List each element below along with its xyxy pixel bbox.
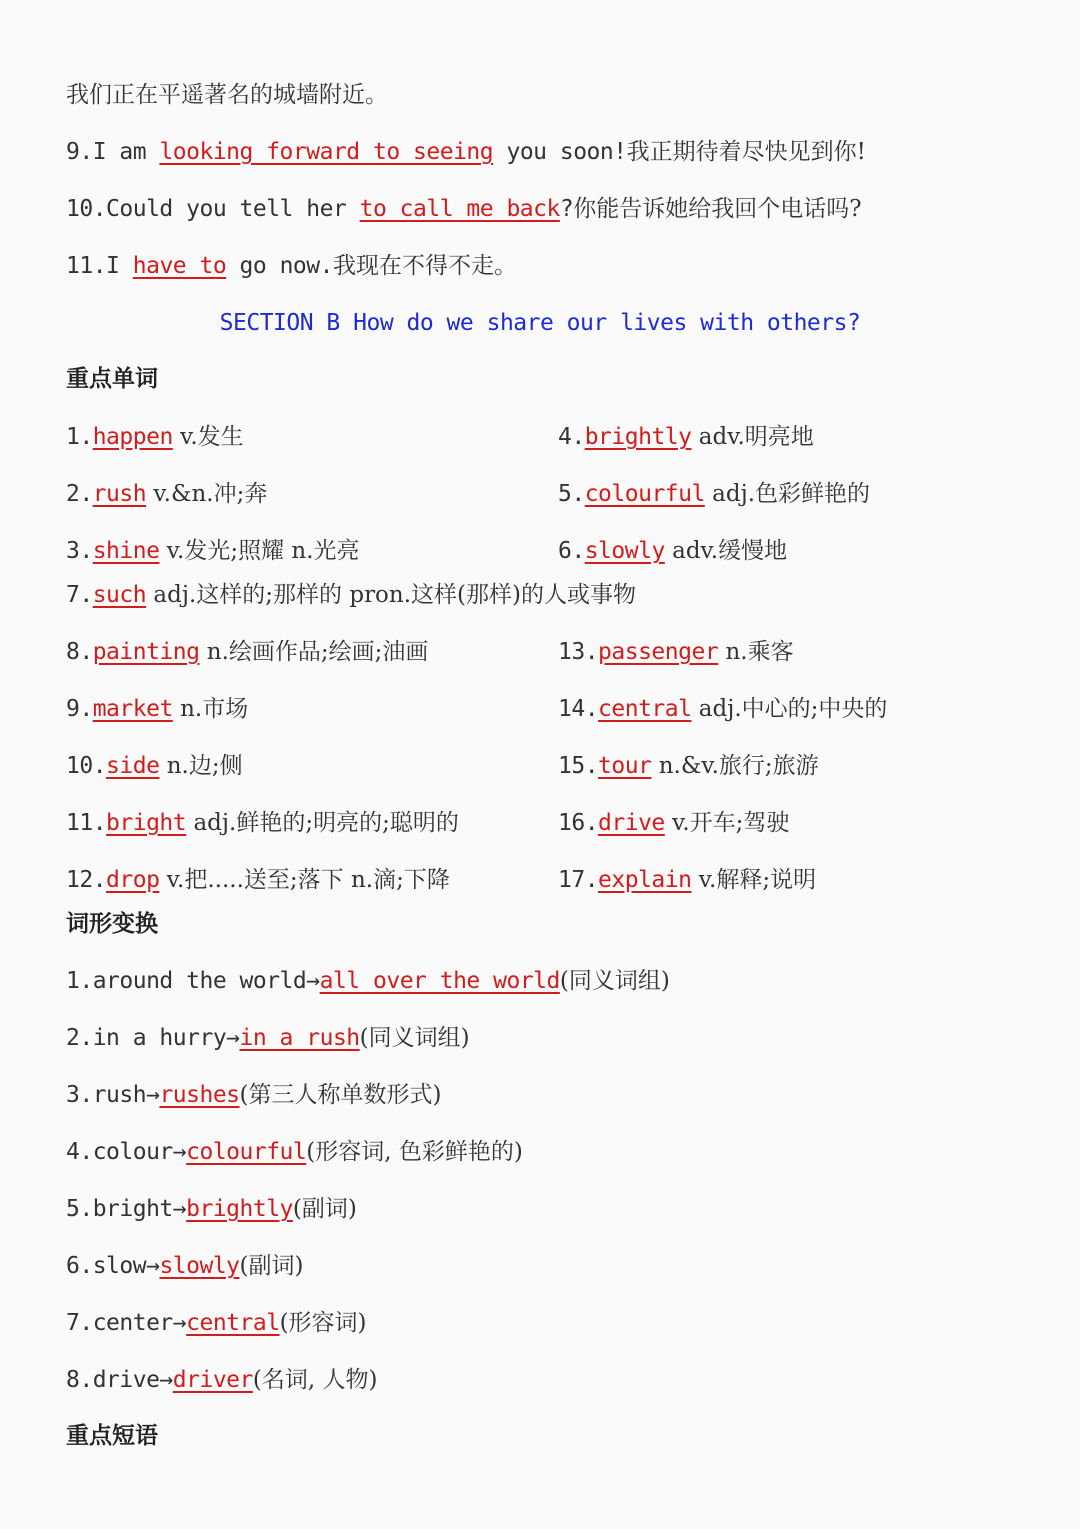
answer-word: side (106, 753, 160, 779)
text-fragment: n.绘画作品;绘画;油画 (199, 639, 429, 665)
answer-word: driver (172, 1367, 253, 1393)
text-fragment: 7. (66, 582, 93, 608)
answer-word: slowly (584, 538, 665, 564)
text-fragment: 4. (558, 424, 585, 450)
vocab-item (558, 534, 787, 568)
text-fragment: ? (559, 196, 574, 222)
text-fragment: 15. (558, 753, 599, 779)
text-fragment: 11. (66, 810, 107, 836)
text-fragment: 16. (558, 810, 599, 836)
text-fragment: 13. (558, 639, 599, 665)
text-fragment: adj.鲜艳的;明亮的;聪明的 (186, 810, 459, 836)
form-item (66, 964, 670, 998)
text-fragment: v.解释;说明 (691, 867, 817, 893)
text-fragment: 6. (558, 538, 585, 564)
vocab-item (558, 477, 870, 511)
answer-word: such (92, 582, 147, 608)
text-fragment: 14. (558, 696, 599, 722)
text-fragment: n.乘客 (718, 639, 794, 665)
form-item (66, 1078, 441, 1112)
form-item (66, 1021, 470, 1055)
text-fragment: 3. (66, 538, 93, 564)
answer-word: tour (598, 753, 652, 779)
answer-word: all over the world (319, 968, 560, 994)
answer-word: colourful (584, 481, 705, 507)
text-fragment: (同义词组) (359, 1025, 470, 1051)
answer-word: explain (598, 867, 692, 893)
answer: have to (132, 253, 227, 279)
vocab-item (66, 863, 450, 897)
heading-key-phrases: 重点短语 (66, 1423, 158, 1449)
answer-word: rushes (159, 1082, 240, 1108)
text-fragment: 8.drive→ (66, 1367, 173, 1393)
text-fragment: 我正期待着尽快见到你! (626, 139, 866, 165)
text-fragment: go now. (226, 253, 333, 279)
vocab-item (66, 477, 267, 511)
vocab-item (558, 420, 814, 454)
text-fragment: v.发生 (172, 424, 244, 450)
answer-word: drop (106, 867, 160, 893)
text-fragment: 2. (66, 481, 93, 507)
form-item (66, 1135, 523, 1169)
text-fragment: 我们正在平遥著名的城墙附近。 (66, 82, 388, 108)
vocab-item (558, 692, 887, 726)
sentence-line-8-cn (66, 78, 388, 112)
text-fragment: 1. (66, 424, 93, 450)
answer-word: brightly (584, 424, 692, 450)
form-item (66, 1306, 367, 1340)
text-fragment: 6.slow→ (66, 1253, 160, 1279)
vocab-item (558, 749, 819, 783)
text-fragment: n.&v.旅行;旅游 (651, 753, 819, 779)
text-fragment: 4.colour→ (66, 1139, 187, 1165)
answer-word: market (92, 696, 173, 722)
text-fragment: 10. (66, 753, 107, 779)
answer: looking forward to seeing (159, 139, 494, 165)
text-fragment: n.边;侧 (159, 753, 243, 779)
heading-word-forms: 词形变换 (66, 911, 158, 937)
answer-word: happen (92, 424, 173, 450)
vocab-item (66, 749, 243, 783)
text-fragment: 5. (558, 481, 585, 507)
text-fragment: (形容词, 色彩鲜艳的) (306, 1139, 523, 1165)
text-fragment: adv.缓慢地 (664, 538, 788, 564)
text-fragment: 9. (66, 696, 93, 722)
answer-word: shine (92, 538, 160, 564)
text-fragment: 你能告诉她给我回个电话吗? (573, 196, 862, 222)
text-fragment: v.发光;照耀 n.光亮 (159, 538, 360, 564)
text-fragment: v.开车;驾驶 (664, 810, 790, 836)
answer-word: bright (106, 810, 187, 836)
text-fragment: 17. (558, 867, 599, 893)
sentence-9 (66, 135, 866, 169)
text-fragment: 8. (66, 639, 93, 665)
text-fragment: (形容词) (279, 1310, 367, 1336)
text-fragment: n.市场 (172, 696, 249, 722)
vocab-item (66, 578, 636, 612)
answer-word: in a rush (239, 1025, 360, 1051)
text-fragment: 12. (66, 867, 107, 893)
answer-word: brightly (186, 1196, 293, 1222)
text-fragment: v.&n.冲;奔 (146, 481, 268, 507)
heading-vocab: 重点单词 (66, 366, 158, 392)
text-fragment: (副词) (292, 1196, 357, 1222)
sentence-11 (66, 249, 517, 283)
text-fragment: (同义词组) (559, 968, 670, 994)
text-fragment: (副词) (239, 1253, 304, 1279)
answer: to call me back (359, 196, 560, 222)
text-fragment: 9.I am (66, 139, 160, 165)
vocab-item (66, 534, 360, 568)
text-fragment: 10.Could you tell her (66, 196, 360, 222)
answer-word: central (186, 1310, 280, 1336)
text-fragment: 3.rush→ (66, 1082, 160, 1108)
answer-word: painting (92, 639, 200, 665)
vocab-item (558, 635, 794, 669)
text-fragment: adj.色彩鲜艳的 (704, 481, 871, 507)
text-fragment: adj.中心的;中央的 (691, 696, 888, 722)
answer-word: drive (598, 810, 665, 836)
text-fragment: adv.明亮地 (691, 424, 814, 450)
form-item (66, 1249, 303, 1283)
text-fragment: (名词, 人物) (252, 1367, 378, 1393)
section-title: SECTION B How do we share our lives with others? (219, 310, 861, 336)
text-fragment: 我现在不得不走。 (332, 253, 517, 279)
text-fragment: 7.center→ (66, 1310, 187, 1336)
form-item (66, 1192, 357, 1226)
vocab-item (66, 692, 248, 726)
answer-word: central (598, 696, 692, 722)
answer-word: slowly (159, 1253, 240, 1279)
answer-word: rush (92, 481, 147, 507)
vocab-item (558, 806, 789, 840)
vocab-item (66, 635, 428, 669)
text-fragment: 5.bright→ (66, 1196, 187, 1222)
answer-word: passenger (598, 639, 719, 665)
sentence-10 (66, 192, 862, 226)
text-fragment: adj.这样的;那样的 pron.这样(那样)的人或事物 (146, 582, 636, 608)
vocab-item (66, 806, 459, 840)
vocab-item (558, 863, 816, 897)
vocab-item (66, 420, 244, 454)
text-fragment: (第三人称单数形式) (239, 1082, 442, 1108)
text-fragment: 2.in a hurry→ (66, 1025, 240, 1051)
text-fragment: you soon! (493, 139, 627, 165)
text-fragment: 1.around the world→ (66, 968, 320, 994)
form-item (66, 1363, 377, 1397)
text-fragment: v.把.....送至;落下 n.滴;下降 (159, 867, 450, 893)
text-fragment: 11.I (66, 253, 133, 279)
answer-word: colourful (186, 1139, 307, 1165)
